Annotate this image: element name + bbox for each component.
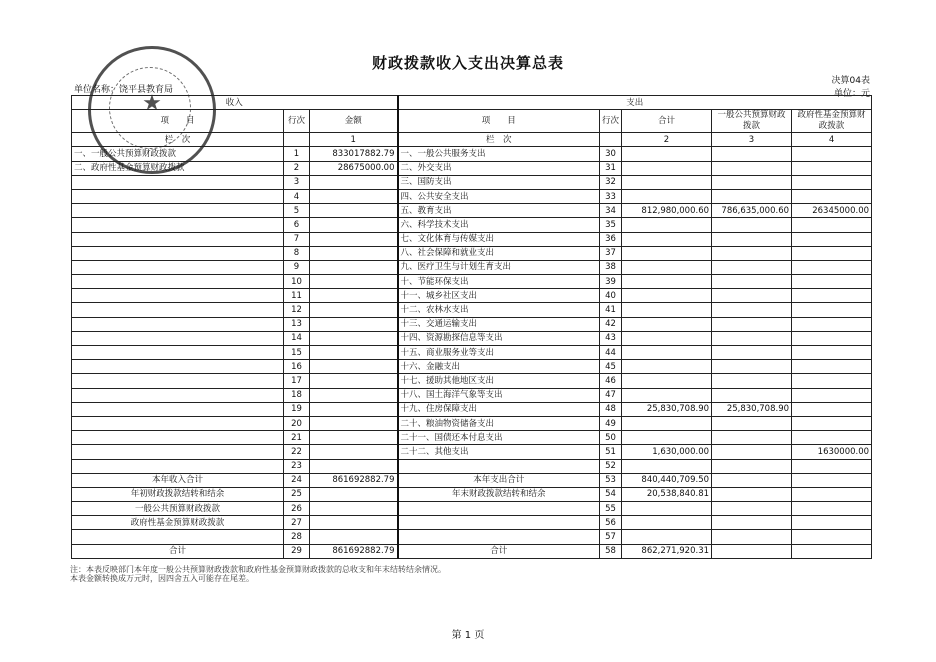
income-amount-cell — [310, 516, 398, 530]
gov-fund-cell — [792, 459, 872, 473]
income-amount-cell — [310, 416, 398, 430]
income-lineno-cell: 4 — [284, 189, 310, 203]
gen-budget-cell — [712, 317, 792, 331]
income-lineno-cell: 22 — [284, 445, 310, 459]
income-amount-cell — [310, 331, 398, 345]
income-amount-cell: 861692882.79 — [310, 544, 398, 558]
income-lineno-cell: 20 — [284, 416, 310, 430]
expense-item-cell: 二十一、国债还本付息支出 — [398, 431, 600, 445]
income-item-cell: 二、政府性基金预算财政拨款 — [72, 161, 284, 175]
col2-label: 2 — [622, 133, 712, 147]
income-lineno-cell: 23 — [284, 459, 310, 473]
col3-label: 3 — [712, 133, 792, 147]
table-row — [72, 459, 872, 473]
gov-fund-cell — [792, 360, 872, 374]
expense-lineno-cell: 30 — [600, 147, 622, 161]
income-item-cell — [72, 218, 284, 232]
table-row — [72, 232, 872, 246]
income-item-cell: 合计 — [72, 544, 284, 558]
expense-item-cell: 六、科学技术支出 — [398, 218, 600, 232]
income-item-cell: 一、一般公共预算财政拨款 — [72, 147, 284, 161]
expense-item-cell: 二、外交支出 — [398, 161, 600, 175]
expense-item-cell: 十八、国土海洋气象等支出 — [398, 388, 600, 402]
income-lineno-cell: 7 — [284, 232, 310, 246]
expense-item-cell — [398, 502, 600, 516]
gen-budget-cell — [712, 544, 792, 558]
income-amount-cell — [310, 374, 398, 388]
table-row — [72, 289, 872, 303]
income-item-cell: 年初财政拨款结转和结余 — [72, 487, 284, 501]
income-item-cell — [72, 246, 284, 260]
income-lineno-header: 行次 — [284, 110, 310, 133]
table-row — [72, 402, 872, 416]
income-lineno-cell: 17 — [284, 374, 310, 388]
income-item-cell — [72, 204, 284, 218]
table-row — [72, 416, 872, 430]
expense-item-cell: 七、文化体育与传媒支出 — [398, 232, 600, 246]
gen-budget-cell — [712, 246, 792, 260]
income-item-cell: 一般公共预算财政拨款 — [72, 502, 284, 516]
income-item-cell: 本年收入合计 — [72, 473, 284, 487]
expense-lineno-cell: 51 — [600, 445, 622, 459]
gov-fund-cell — [792, 331, 872, 345]
total-cell — [622, 161, 712, 175]
income-item-cell — [72, 388, 284, 402]
expense-item-cell: 十二、农林水支出 — [398, 303, 600, 317]
expense-lineno-cell: 42 — [600, 317, 622, 331]
footnote-2: 本表金额转换成万元时，因四舍五入可能存在尾差。 — [70, 574, 254, 583]
income-amount-cell — [310, 445, 398, 459]
form-number: 决算04表 — [831, 76, 870, 86]
income-lineno-cell: 3 — [284, 175, 310, 189]
income-amount-cell — [310, 431, 398, 445]
table-row — [72, 431, 872, 445]
col1-label: 1 — [310, 133, 398, 147]
total-cell — [622, 317, 712, 331]
currency-unit: 单位：元 — [833, 89, 870, 99]
expense-item-cell: 合计 — [398, 544, 600, 558]
table-row — [72, 445, 872, 459]
income-item-cell — [72, 346, 284, 360]
gen-budget-cell — [712, 189, 792, 203]
gov-fund-cell — [792, 303, 872, 317]
income-lineno-cell: 26 — [284, 502, 310, 516]
income-lineno-cell: 11 — [284, 289, 310, 303]
income-item-cell — [72, 317, 284, 331]
gov-fund-cell — [792, 502, 872, 516]
expense-lineno-cell: 49 — [600, 416, 622, 430]
gov-fund-cell — [792, 431, 872, 445]
total-cell — [622, 175, 712, 189]
income-lineno-cell: 13 — [284, 317, 310, 331]
expense-lineno-cell: 43 — [600, 331, 622, 345]
expense-lineno-cell: 44 — [600, 346, 622, 360]
expense-header: 支出 — [398, 96, 872, 110]
gen-budget-cell — [712, 218, 792, 232]
expense-lineno-cell: 40 — [600, 289, 622, 303]
expense-lineno-cell: 48 — [600, 402, 622, 416]
income-amount-cell — [310, 218, 398, 232]
gen-budget-cell — [712, 275, 792, 289]
income-lineno-cell: 5 — [284, 204, 310, 218]
expense-item-cell: 一、一般公共服务支出 — [398, 147, 600, 161]
gen-budget-cell — [712, 360, 792, 374]
expense-lineno-cell: 38 — [600, 260, 622, 274]
gen-budget-cell — [712, 331, 792, 345]
gen-budget-cell — [712, 502, 792, 516]
income-amount-cell — [310, 402, 398, 416]
income-item-cell — [72, 374, 284, 388]
col4-label: 4 — [792, 133, 872, 147]
summary-row — [72, 502, 872, 516]
unit-name: 单位名称：饶平县教育局 — [74, 85, 174, 95]
total-cell — [622, 530, 712, 544]
table-row — [72, 374, 872, 388]
gen-budget-cell — [712, 346, 792, 360]
income-item-cell — [72, 360, 284, 374]
expense-item-cell — [398, 516, 600, 530]
table-row — [72, 246, 872, 260]
gov-fund-cell — [792, 161, 872, 175]
total-cell: 25,830,708.90 — [622, 402, 712, 416]
gov-fund-cell — [792, 388, 872, 402]
gen-budget-header: 一般公共预算财政拨款 — [712, 110, 792, 133]
income-amount-cell — [310, 346, 398, 360]
income-item-header: 项 目 — [72, 110, 284, 133]
income-amount-cell: 833017882.79 — [310, 147, 398, 161]
gen-budget-cell — [712, 445, 792, 459]
gen-budget-cell — [712, 260, 792, 274]
expense-item-cell: 十五、商业服务业等支出 — [398, 346, 600, 360]
gov-fund-cell — [792, 246, 872, 260]
total-cell: 862,271,920.31 — [622, 544, 712, 558]
total-cell — [622, 289, 712, 303]
expense-item-cell — [398, 530, 600, 544]
income-amount-cell — [310, 388, 398, 402]
income-lineno-cell: 25 — [284, 487, 310, 501]
income-lineno-cell: 1 — [284, 147, 310, 161]
header-row-lanci — [72, 133, 872, 147]
gen-budget-cell — [712, 487, 792, 501]
expense-lineno-cell: 54 — [600, 487, 622, 501]
income-item-cell — [72, 530, 284, 544]
table-row — [72, 331, 872, 345]
gov-fund-cell: 1630000.00 — [792, 445, 872, 459]
expense-lineno-cell: 55 — [600, 502, 622, 516]
income-item-cell — [72, 289, 284, 303]
total-cell: 1,630,000.00 — [622, 445, 712, 459]
gov-fund-cell: 26345000.00 — [792, 204, 872, 218]
gov-fund-cell — [792, 402, 872, 416]
expense-lineno-cell: 53 — [600, 473, 622, 487]
gov-fund-header: 政府性基金预算财政拨款 — [792, 110, 872, 133]
income-amount-cell — [310, 260, 398, 274]
gov-fund-cell — [792, 289, 872, 303]
gov-fund-cell — [792, 317, 872, 331]
page-title: 财政拨款收入支出决算总表 — [371, 54, 564, 72]
summary-row — [72, 530, 872, 544]
gov-fund-cell — [792, 374, 872, 388]
gen-budget-cell — [712, 303, 792, 317]
income-lineno-cell: 18 — [284, 388, 310, 402]
gen-budget-cell — [712, 516, 792, 530]
expense-lineno-cell: 37 — [600, 246, 622, 260]
income-item-cell — [72, 303, 284, 317]
expense-lanci-label: 栏 次 — [398, 133, 600, 147]
expense-lineno-cell: 45 — [600, 360, 622, 374]
total-cell — [622, 360, 712, 374]
total-cell — [622, 459, 712, 473]
income-amount-cell — [310, 175, 398, 189]
income-lineno-cell: 28 — [284, 530, 310, 544]
table-row — [72, 175, 872, 189]
income-amount-cell — [310, 189, 398, 203]
income-item-cell — [72, 416, 284, 430]
income-lineno-cell: 19 — [284, 402, 310, 416]
income-item-cell — [72, 402, 284, 416]
income-amount-cell — [310, 232, 398, 246]
gov-fund-cell — [792, 516, 872, 530]
income-item-cell — [72, 431, 284, 445]
expense-lineno-cell: 34 — [600, 204, 622, 218]
expense-item-cell: 十七、援助其他地区支出 — [398, 374, 600, 388]
expense-item-cell — [398, 459, 600, 473]
income-amount-cell — [310, 530, 398, 544]
table-row — [72, 388, 872, 402]
income-amount-cell — [310, 303, 398, 317]
income-item-cell — [72, 459, 284, 473]
income-item-cell — [72, 260, 284, 274]
gov-fund-cell — [792, 218, 872, 232]
total-cell — [622, 502, 712, 516]
income-lineno-cell: 24 — [284, 473, 310, 487]
table-row — [72, 161, 872, 175]
expense-lineno-cell: 32 — [600, 175, 622, 189]
page-number: 第 1 页 — [451, 630, 485, 641]
income-amount-cell — [310, 246, 398, 260]
gov-fund-cell — [792, 530, 872, 544]
expense-item-cell: 九、医疗卫生与计划生育支出 — [398, 260, 600, 274]
gov-fund-cell — [792, 416, 872, 430]
income-amount-cell — [310, 502, 398, 516]
expense-lineno-cell: 58 — [600, 544, 622, 558]
expense-lineno-cell: 33 — [600, 189, 622, 203]
gov-fund-cell — [792, 147, 872, 161]
income-amount-cell: 28675000.00 — [310, 161, 398, 175]
total-cell: 840,440,709.50 — [622, 473, 712, 487]
income-item-cell — [72, 232, 284, 246]
expense-lineno-cell: 41 — [600, 303, 622, 317]
expense-item-cell: 二十二、其他支出 — [398, 445, 600, 459]
table-row — [72, 147, 872, 161]
expense-item-cell: 十四、资源勘探信息等支出 — [398, 331, 600, 345]
table-row — [72, 303, 872, 317]
expense-lineno-cell: 39 — [600, 275, 622, 289]
gen-budget-cell — [712, 289, 792, 303]
expense-item-cell: 二十、粮油物资储备支出 — [398, 416, 600, 430]
gen-budget-cell — [712, 416, 792, 430]
gen-budget-cell — [712, 175, 792, 189]
gen-budget-cell — [712, 232, 792, 246]
expense-lineno-cell: 50 — [600, 431, 622, 445]
gov-fund-cell — [792, 544, 872, 558]
total-cell — [622, 303, 712, 317]
gov-fund-cell — [792, 275, 872, 289]
total-cell — [622, 331, 712, 345]
income-amount-header: 金额 — [310, 110, 398, 133]
income-lineno-cell: 2 — [284, 161, 310, 175]
expense-lineno-cell: 31 — [600, 161, 622, 175]
income-amount-cell — [310, 317, 398, 331]
gov-fund-cell — [792, 473, 872, 487]
income-item-cell: 政府性基金预算财政拨款 — [72, 516, 284, 530]
expense-item-cell: 十九、住房保障支出 — [398, 402, 600, 416]
income-amount-cell — [310, 459, 398, 473]
total-cell — [622, 147, 712, 161]
gen-budget-cell — [712, 374, 792, 388]
income-lineno-cell: 9 — [284, 260, 310, 274]
income-lineno-cell: 21 — [284, 431, 310, 445]
table-row — [72, 260, 872, 274]
expense-lineno-cell: 56 — [600, 516, 622, 530]
income-lineno-cell: 8 — [284, 246, 310, 260]
income-amount-cell — [310, 275, 398, 289]
expense-item-cell: 五、教育支出 — [398, 204, 600, 218]
expense-lineno-cell: 52 — [600, 459, 622, 473]
gov-fund-cell — [792, 487, 872, 501]
income-amount-cell: 861692882.79 — [310, 473, 398, 487]
gen-budget-cell: 25,830,708.90 — [712, 402, 792, 416]
total-cell — [622, 346, 712, 360]
summary-row — [72, 516, 872, 530]
gen-budget-cell — [712, 388, 792, 402]
income-lineno-cell: 14 — [284, 331, 310, 345]
gen-budget-cell — [712, 530, 792, 544]
expense-item-cell: 十三、交通运输支出 — [398, 317, 600, 331]
summary-row — [72, 487, 872, 501]
expense-item-cell: 四、公共安全支出 — [398, 189, 600, 203]
income-lineno-cell: 27 — [284, 516, 310, 530]
expense-item-cell: 本年支出合计 — [398, 473, 600, 487]
total-cell — [622, 416, 712, 430]
gov-fund-cell — [792, 260, 872, 274]
budget-summary-table — [71, 95, 872, 559]
expense-item-cell: 十一、城乡社区支出 — [398, 289, 600, 303]
income-lanci-label: 栏 次 — [72, 133, 284, 147]
seal-star-icon: ★ — [142, 91, 162, 116]
expense-item-cell: 十、节能环保支出 — [398, 275, 600, 289]
gen-budget-cell — [712, 431, 792, 445]
expense-item-cell: 年末财政拨款结转和结余 — [398, 487, 600, 501]
total-cell: 20,538,840.81 — [622, 487, 712, 501]
income-amount-cell — [310, 289, 398, 303]
expense-lineno-cell: 36 — [600, 232, 622, 246]
expense-lineno-header: 行次 — [600, 110, 622, 133]
expense-item-cell: 十六、金融支出 — [398, 360, 600, 374]
gen-budget-cell — [712, 147, 792, 161]
expense-item-header: 项 目 — [398, 110, 600, 133]
income-item-cell — [72, 175, 284, 189]
gov-fund-cell — [792, 346, 872, 360]
total-cell — [622, 516, 712, 530]
table-row — [72, 204, 872, 218]
expense-item-cell: 三、国防支出 — [398, 175, 600, 189]
total-cell — [622, 260, 712, 274]
total-cell — [622, 374, 712, 388]
footnote-1: 注：本表反映部门本年度一般公共预算财政拨款和政府性基金预算财政拨款的总收支和年末结转结余情况。 — [70, 565, 446, 574]
income-lineno-cell: 6 — [284, 218, 310, 232]
summary-row — [72, 544, 872, 558]
total-cell: 812,980,000.60 — [622, 204, 712, 218]
gen-budget-cell: 786,635,000.60 — [712, 204, 792, 218]
gen-budget-cell — [712, 473, 792, 487]
expense-item-cell: 八、社会保障和就业支出 — [398, 246, 600, 260]
income-lineno-cell: 16 — [284, 360, 310, 374]
income-item-cell — [72, 189, 284, 203]
expense-lineno-cell: 47 — [600, 388, 622, 402]
income-item-cell — [72, 275, 284, 289]
income-item-cell — [72, 331, 284, 345]
table-row — [72, 218, 872, 232]
income-amount-cell — [310, 360, 398, 374]
expense-lineno-cell: 46 — [600, 374, 622, 388]
income-item-cell — [72, 445, 284, 459]
total-cell — [622, 275, 712, 289]
income-lineno-cell: 15 — [284, 346, 310, 360]
gen-budget-cell — [712, 459, 792, 473]
total-cell — [622, 246, 712, 260]
income-amount-cell — [310, 487, 398, 501]
income-header: 收入 — [72, 96, 398, 110]
total-cell — [622, 388, 712, 402]
gen-budget-cell — [712, 161, 792, 175]
income-lineno-cell: 10 — [284, 275, 310, 289]
total-cell — [622, 232, 712, 246]
table-row — [72, 346, 872, 360]
table-row — [72, 360, 872, 374]
gov-fund-cell — [792, 232, 872, 246]
summary-row — [72, 473, 872, 487]
expense-lineno-cell: 57 — [600, 530, 622, 544]
total-cell — [622, 189, 712, 203]
table-row — [72, 275, 872, 289]
total-cell — [622, 218, 712, 232]
total-header: 合计 — [622, 110, 712, 133]
gov-fund-cell — [792, 189, 872, 203]
table-row — [72, 317, 872, 331]
gov-fund-cell — [792, 175, 872, 189]
income-lineno-cell: 12 — [284, 303, 310, 317]
income-lineno-cell: 29 — [284, 544, 310, 558]
income-amount-cell — [310, 204, 398, 218]
header-row-1 — [72, 96, 872, 110]
expense-lineno-cell: 35 — [600, 218, 622, 232]
total-cell — [622, 431, 712, 445]
table-row — [72, 189, 872, 203]
